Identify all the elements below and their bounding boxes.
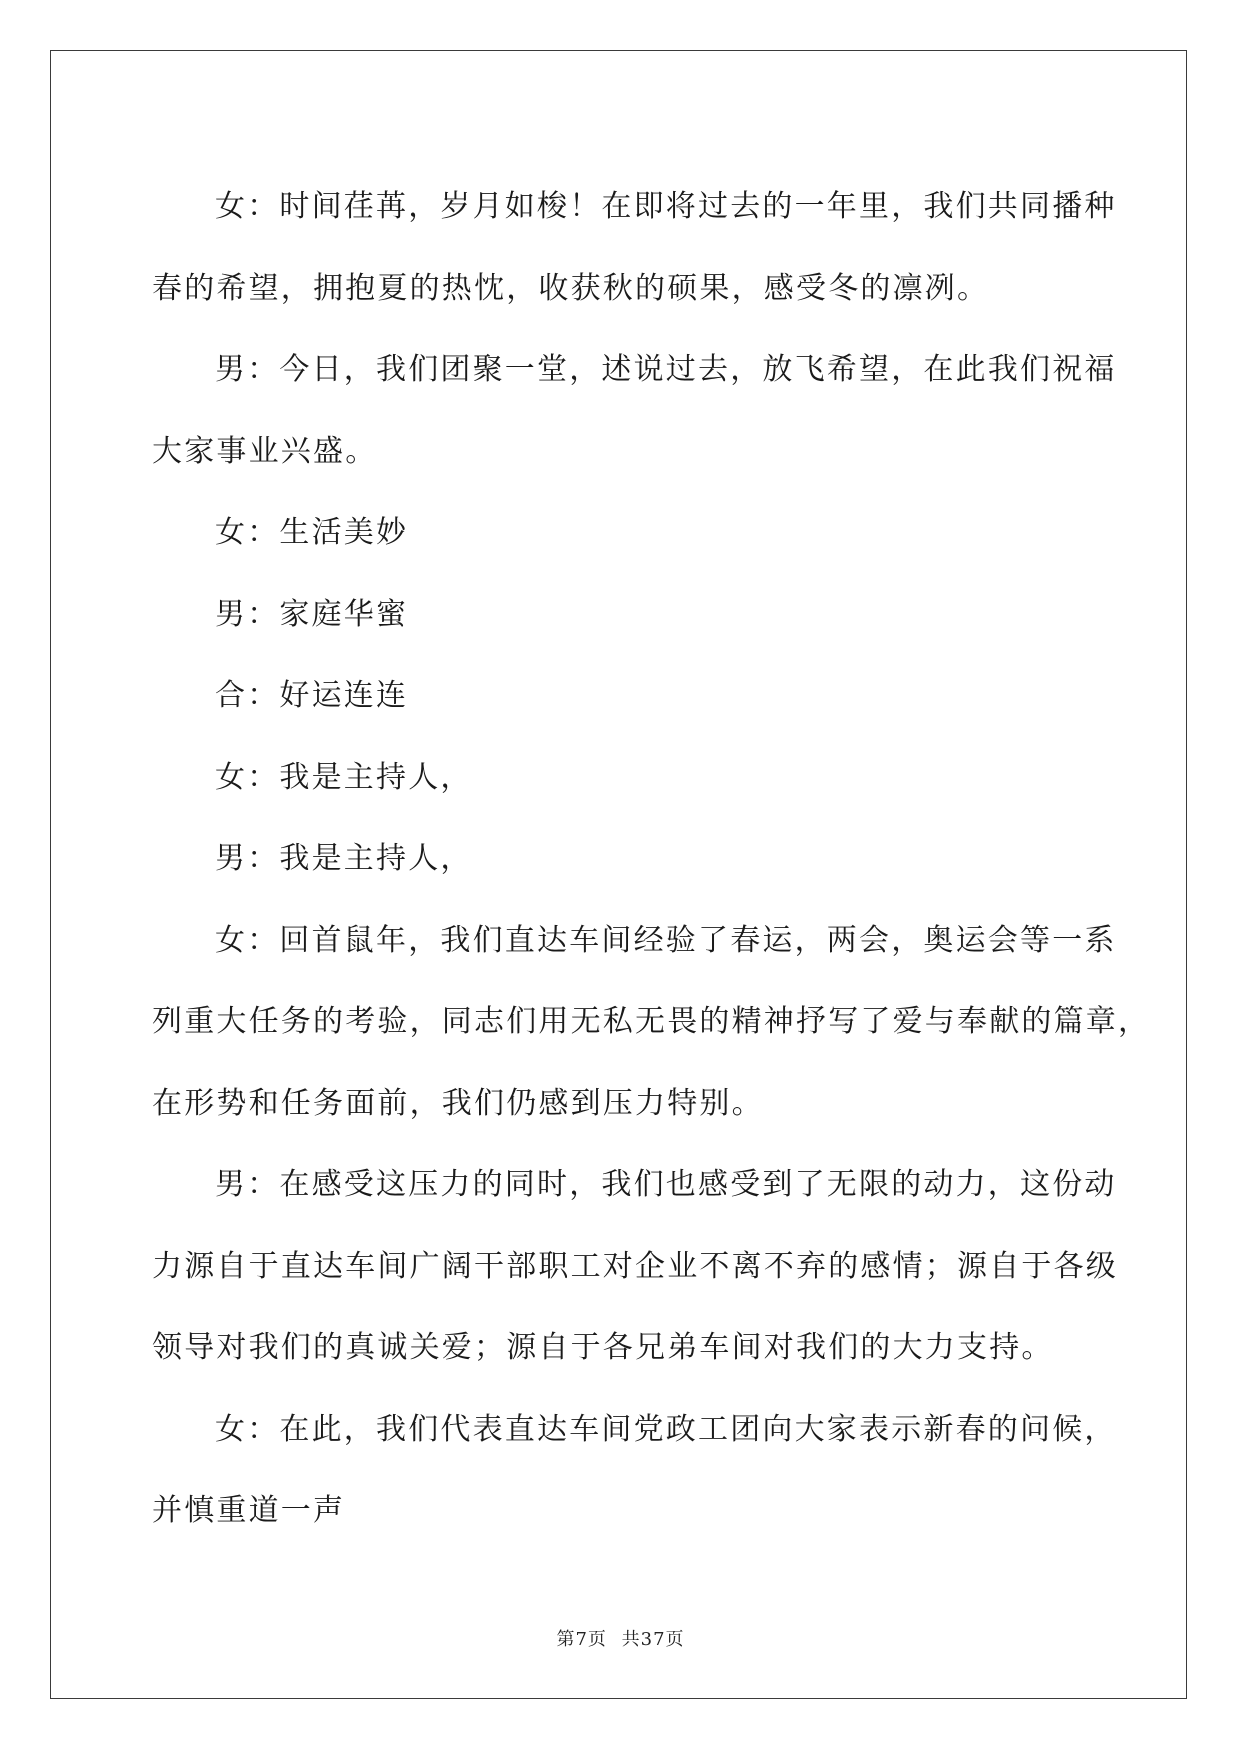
paragraph — [152, 329, 1117, 492]
total-pages: 共37页 — [621, 1629, 685, 1650]
text-line: 女：时间荏苒，岁月如梭！在即将过去的一年里，我们共同播种 — [215, 189, 1117, 224]
text-line: 列重大任务的考验，同志们用无私无畏的精神抒写了爱与奉献的篇章， — [152, 1004, 1151, 1039]
text-line: 女：我是主持人， — [215, 759, 473, 795]
text-line: 并慎重道一声 — [152, 1493, 346, 1528]
paragraph — [152, 166, 1117, 329]
text-line: 男：家庭华蜜 — [215, 596, 409, 632]
paragraph — [152, 737, 1102, 819]
text-line: 大家事业兴盛。 — [152, 433, 378, 469]
paragraph — [152, 574, 1102, 656]
text-line: 男：在感受这压力的同时，我们也感受到了无限的动力，这份动 — [215, 1167, 1117, 1202]
paragraph — [152, 900, 1151, 1145]
text-line: 合：好运连连 — [215, 678, 409, 713]
text-line: 领导对我们的真诚关爱；源自于各兄弟车间对我们的大力支持。 — [152, 1330, 1054, 1365]
text-line: 在形势和任务面前，我们仍感到压力特别。 — [152, 1085, 764, 1121]
paragraph — [152, 655, 1102, 737]
text-line: 力源自于直达车间广阔干部职工对企业不离不弃的感情；源自于各级 — [152, 1248, 1118, 1284]
text-line: 男：今日，我们团聚一堂，述说过去，放飞希望，在此我们祝福 — [215, 352, 1117, 387]
text-line: 春的希望，拥抱夏的热忱，收获秋的硕果，感受冬的凛冽。 — [152, 270, 990, 306]
paragraph — [152, 1144, 1118, 1389]
text-line: 女：回首鼠年，我们直达车间经验了春运，两会，奥运会等一系 — [215, 922, 1117, 958]
paragraph — [152, 1389, 1117, 1552]
page-footer — [0, 1625, 1241, 1651]
text-line: 女：在此，我们代表直达车间党政工团向大家表示新春的问候， — [215, 1411, 1117, 1447]
paragraph — [152, 818, 1102, 900]
text-line: 女：生活美妙 — [215, 515, 409, 550]
text-line: 男：我是主持人， — [215, 841, 473, 876]
document-body — [152, 166, 1151, 1552]
page-number: 第7页 — [556, 1629, 607, 1650]
paragraph — [152, 492, 1102, 574]
